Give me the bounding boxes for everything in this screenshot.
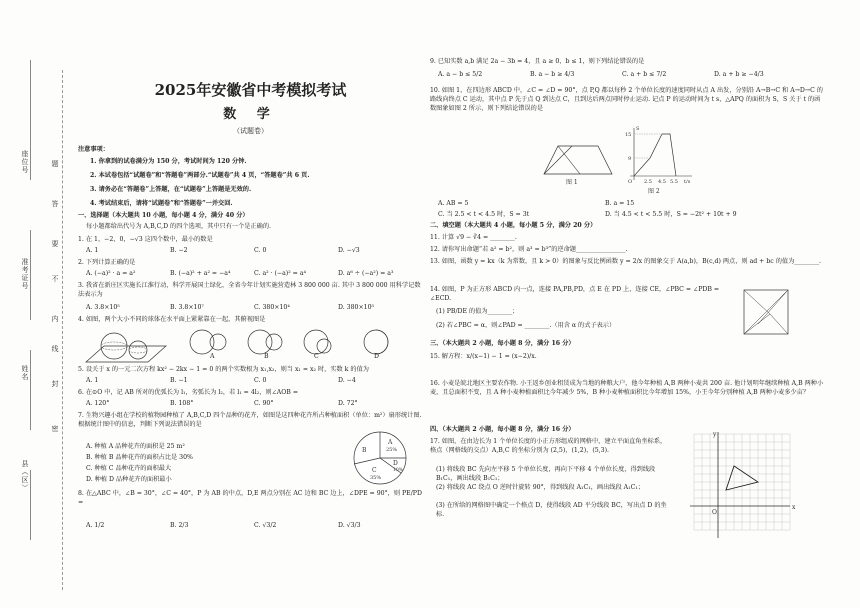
- warn-char: 封: [51, 380, 59, 388]
- question-stem: 15. 解方程：x/(x−1) − 1 = (x−2)/x.: [430, 353, 537, 360]
- option: C. 0: [254, 377, 267, 384]
- warn-char: 要: [51, 240, 59, 248]
- option: A. 1: [86, 247, 99, 254]
- section-heading: 二、填空题（本大题共 4 小题，每小题 5 分，满分 20 分）: [430, 222, 597, 229]
- grid-lines: [694, 434, 790, 530]
- notice-heading: 注意事项：: [78, 146, 109, 153]
- option: B. 108°: [170, 400, 194, 407]
- question-stem: 13. 如图，函数 y = kx（k 为常数，且 k > 0）的图象与反比例函数 y = 2/x 的图象交于 A(a,b)，B(c,d) 两点，则 ad + bc 的值为________.: [430, 258, 822, 265]
- view-option-b: [266, 334, 282, 350]
- option: B. a − b ≥ 4/3: [530, 71, 575, 78]
- origin-label: O: [712, 509, 717, 516]
- option: D. 当 4.5 < t < 5.5 时，S = −2t² + 10t + 9: [605, 211, 737, 218]
- option: D. √3/3: [338, 522, 361, 529]
- question-stem: 12. 请你写出命题“若 a² = b²，则 a³ = b³”的逆命题________________.: [430, 246, 628, 253]
- name-label: 姓名: [21, 365, 29, 381]
- pie-label: A: [388, 439, 393, 446]
- view-option-c: [304, 330, 328, 354]
- option: A. 120°: [86, 400, 110, 407]
- coordinate-grid: [690, 430, 800, 540]
- option: B. 2/3: [170, 522, 189, 529]
- question-stem: 9. 已知实数 a,b 满足 2a − 3b = 4，且 a ≥ 0，b ≤ 1，则下列结论错误的是: [430, 58, 645, 65]
- option: C: [314, 353, 319, 360]
- notice-item: 3. 请务必在“答题卷”上答题，在“试题卷”上答题是无效的.: [90, 186, 252, 193]
- question-stem: 3. 我省在新庄区实施长江淮行动，科学开展国土绿化，全省今年计划实施营造林 3 800 000 亩. 其中 3 800 000 用科学记数法表示为: [78, 282, 421, 298]
- question-stem: 4. 如图，两个大小不同的球体在水平面上紧紧靠在一起，其俯视图是: [78, 316, 266, 323]
- segment-pa: [744, 290, 770, 314]
- pie-percent: 35%: [370, 475, 382, 481]
- question-stem: 2. 下列计算正确的是: [78, 259, 136, 266]
- axis-value: 4.5: [658, 179, 666, 185]
- plane-shape: [86, 346, 166, 362]
- option: A. 种植 A 品种花卉的面积是 25 m²: [86, 443, 185, 450]
- q10-figure-2: [622, 124, 702, 195]
- pie-label: C: [372, 467, 377, 474]
- option: A. 1/2: [86, 522, 105, 529]
- cut-line: [62, 70, 63, 590]
- option: C. a² · (−a)² = a⁴: [254, 270, 306, 277]
- option: D. −4: [338, 377, 356, 384]
- view-option-a: [190, 330, 214, 354]
- pie-percent: 10%: [393, 468, 404, 473]
- option: D. 72°: [338, 400, 358, 407]
- option: B. (−a)² + a² = −a⁴: [170, 270, 231, 277]
- segment-pb: [770, 314, 788, 334]
- q14-square-figure: [742, 288, 790, 336]
- view-option-d: [376, 330, 388, 354]
- small-sphere: [129, 341, 147, 359]
- option: B. −2: [170, 247, 188, 254]
- county-label: 县（区）: [21, 460, 29, 492]
- question-stem: 8. 在△ABC 中，∠B = 30°，∠C = 40°，P 为 AB 的中点，D,E 两点分别在 AC 边和 BC 边上，∠DPE = 90°，则 PE/PD =: [78, 490, 422, 506]
- warn-char: 内: [51, 315, 59, 323]
- ticket-label: 准考证号: [21, 258, 29, 290]
- warn-char: 题: [51, 160, 59, 168]
- section-heading: 一、选择题（本大题共 10 小题，每小题 4 分，满分 40 分）: [78, 212, 249, 219]
- option: A. a − b ≤ 5/2: [438, 71, 483, 78]
- paper-type: （试题卷）: [233, 127, 268, 135]
- axis-value: 9: [628, 156, 632, 162]
- question-stem: 17. 如图，在由边长为 1 个单位长度的小正方形组成的网格中，建立平面直角坐标系，格点（网格线的交点）A,B,C 的坐标分别为 (2,5)，(1,2)，(5,3).: [430, 438, 667, 454]
- segment-pd: [744, 314, 770, 334]
- option: C. 种植 C 品种花卉的面积最大: [86, 465, 172, 472]
- notice-item: 1. 你拿到的试卷满分为 150 分，考试时间为 120 分钟.: [90, 158, 247, 165]
- question-stem: 11. 计算 √9 − ∛4 = ________.: [430, 234, 517, 241]
- section-heading: 三、（本大题共 2 小题，每小题 8 分，满分 16 分）: [430, 340, 575, 347]
- section-instruction: 每小题都给出代号为 A,B,C,D 的四个选项，其中只有一个是正确的.: [86, 223, 271, 230]
- axis-value: 15: [625, 132, 632, 138]
- sub-question: (1) 将线段 BC 先向左平移 5 个单位长度，再向下平移 4 个单位长度，得到线段 B₁C₁，画出线段 B₁C₁；: [436, 466, 656, 482]
- question-stem: 5. 设关于 x 的一元二次方程 kx² − 2kx − 1 = 0 的两个实数根为 x₁,x₂，则当 x₁ = x₂ 时，实数 k 的值为: [78, 366, 369, 373]
- warn-char: 线: [51, 345, 59, 353]
- option: D. 种植 D 品种花卉的面积最小: [86, 476, 172, 483]
- option: B. 种植 B 品种花卉的面积占比是 30%: [86, 454, 193, 461]
- section-heading: 四、（本大题共 2 小题，每小题 8 分，满分 16 分）: [430, 426, 575, 433]
- option: C. 当 2.5 < t < 4.5 时，S = 3t: [438, 211, 530, 218]
- question-stem: 10. 如图 1，在四边形 ABCD 中，∠C = ∠D = 90°，点 P,Q 都以每秒 2 个单位长度的速度同时从点 A 出发，分别沿 A→B→C 和 A→D→C 的路线向终点 C 运动，其中点 P 先于点 Q 到达点 C，且到达后两点同时停止运动. 记点 P 的运动时间为 t s，△APQ 的面积为 S，S 关于 t 的函数图象如图 2 所示，则下列结论错误的是: [430, 87, 823, 112]
- view-option-b: [248, 330, 272, 354]
- pie-label: B: [362, 447, 367, 454]
- option: A. AB = 5: [438, 200, 469, 207]
- pie-chart: [350, 428, 410, 488]
- option: A: [210, 353, 215, 360]
- seat-line: [30, 60, 31, 180]
- option: A. 3.8×10⁵: [86, 304, 120, 311]
- sub-question: (1) PB/DE 的值为________；: [436, 308, 519, 315]
- segment-pq: [558, 146, 580, 174]
- option: B: [264, 353, 269, 360]
- pie-percent: 25%: [386, 447, 398, 453]
- option: C. 90°: [254, 400, 274, 407]
- s-curve: [634, 134, 676, 176]
- option: D. −√3: [338, 247, 360, 254]
- option: C. a + b ≤ 7/2: [622, 71, 667, 78]
- question-stem: 1. 在 1，−2，0，−√3 这四个数中，最小的数是: [78, 236, 213, 243]
- sub-question: (3) 在所给的网格图中确定一个格点 D，使得线段 AD 平分线段 BC，写出点 D 的坐标.: [436, 502, 667, 518]
- notice-item: 2. 本试卷包括“试题卷”和“答题卷”两部分.“试题卷”共 4 页，“答题卷”共 6 页.: [90, 172, 310, 179]
- warn-char: 不: [51, 275, 59, 283]
- option: B. 3.8×10⁷: [170, 304, 204, 311]
- question-stem: 14. 如图，P 为正方形 ABCD 内一点，连接 PA,PB,PD，点 E 在 PD 上，连接 CE，∠PBC = ∠PDB = ∠ECD.: [430, 286, 720, 302]
- question-stem: 16. 小麦是皖北地区主要农作物. 小王返乡创业租赁成为当地的种粮大户，他今年种植 A,B 两种小麦共 200 亩. 他计划明年继续种植 A,B 两种小麦，且总面积不变，且 A 种小麦种植面积比今年减少 5%，B 种小麦种植面积比今年增加 15%，小王今年分别种植 A,B 两种小麦多少亩？: [430, 380, 824, 396]
- option: B. −1: [170, 377, 188, 384]
- option: D. 380×10⁵: [338, 304, 375, 311]
- ticket-line: [30, 230, 31, 320]
- sub-question: (2) 将线段 AC 绕点 O 逆时针旋转 90°，得到线段 A₁C₁，画出线段 A₁C₁；: [436, 484, 645, 491]
- figure-caption: 图 1: [566, 179, 578, 186]
- seat-label: 座位号: [21, 150, 29, 174]
- pie-label: D: [393, 460, 398, 467]
- county-line: [30, 470, 31, 540]
- quadrilateral: [544, 146, 612, 174]
- exam-title: 2025年安徽省中考模拟考试: [154, 81, 347, 99]
- axis-label: t/s: [684, 179, 691, 185]
- q10-figure-1: [540, 136, 620, 186]
- notice-item: 4. 考试结束后，请将“试题卷”和“答题卷”一并交回.: [90, 200, 233, 207]
- question-stem: 6. 在⊙O 中，记 AB 所对的优弧长为 l₁，劣弧长为 l₂，若 l₁ = 4l₂，则∠AOB =: [78, 389, 299, 396]
- option: B. a = 15: [605, 200, 635, 207]
- option: A. (−a)² · a = a²: [86, 270, 136, 277]
- option: A. 1: [86, 377, 99, 384]
- axis-value: O: [628, 179, 633, 185]
- question-stem: 7. 生物兴趣小组在学校的植物园种植了 A,B,C,D 四个品种的花卉，如图是这四种花卉所占种植面积（单位：m²）扇形统计图. 根据统计图中的信息，判断下列说法错误的是: [78, 412, 422, 428]
- subject-title: 数 学: [223, 107, 278, 122]
- axis-value: 5.5: [670, 179, 678, 185]
- option: C. 0: [254, 247, 267, 254]
- binding-strip: [0, 0, 70, 608]
- figure-caption: 图 2: [648, 188, 660, 195]
- view-option-a: [210, 334, 226, 350]
- diagonal-bd: [744, 290, 788, 334]
- option: D: [374, 353, 379, 360]
- option: C. √3/2: [254, 522, 277, 529]
- warn-char: 密: [51, 425, 59, 433]
- sub-question: (2) 若∠PBC = α，则∠PAD = ________.（用含 α 的式子表示）: [436, 322, 616, 329]
- option: C. 380×10⁴: [254, 304, 290, 311]
- name-line: [30, 350, 31, 430]
- y-axis-label: y: [713, 431, 717, 438]
- segment-ap: [544, 146, 572, 174]
- x-axis-label: x: [792, 504, 796, 511]
- option: D. a + b ≥ −4/3: [714, 71, 764, 78]
- axis-value: 2.5: [644, 179, 652, 185]
- axis-label: S: [636, 126, 640, 132]
- warn-char: 答: [51, 200, 59, 208]
- option: D. a⁶ ÷ (−a²) = a³: [338, 270, 394, 277]
- sphere-equator: [129, 347, 147, 353]
